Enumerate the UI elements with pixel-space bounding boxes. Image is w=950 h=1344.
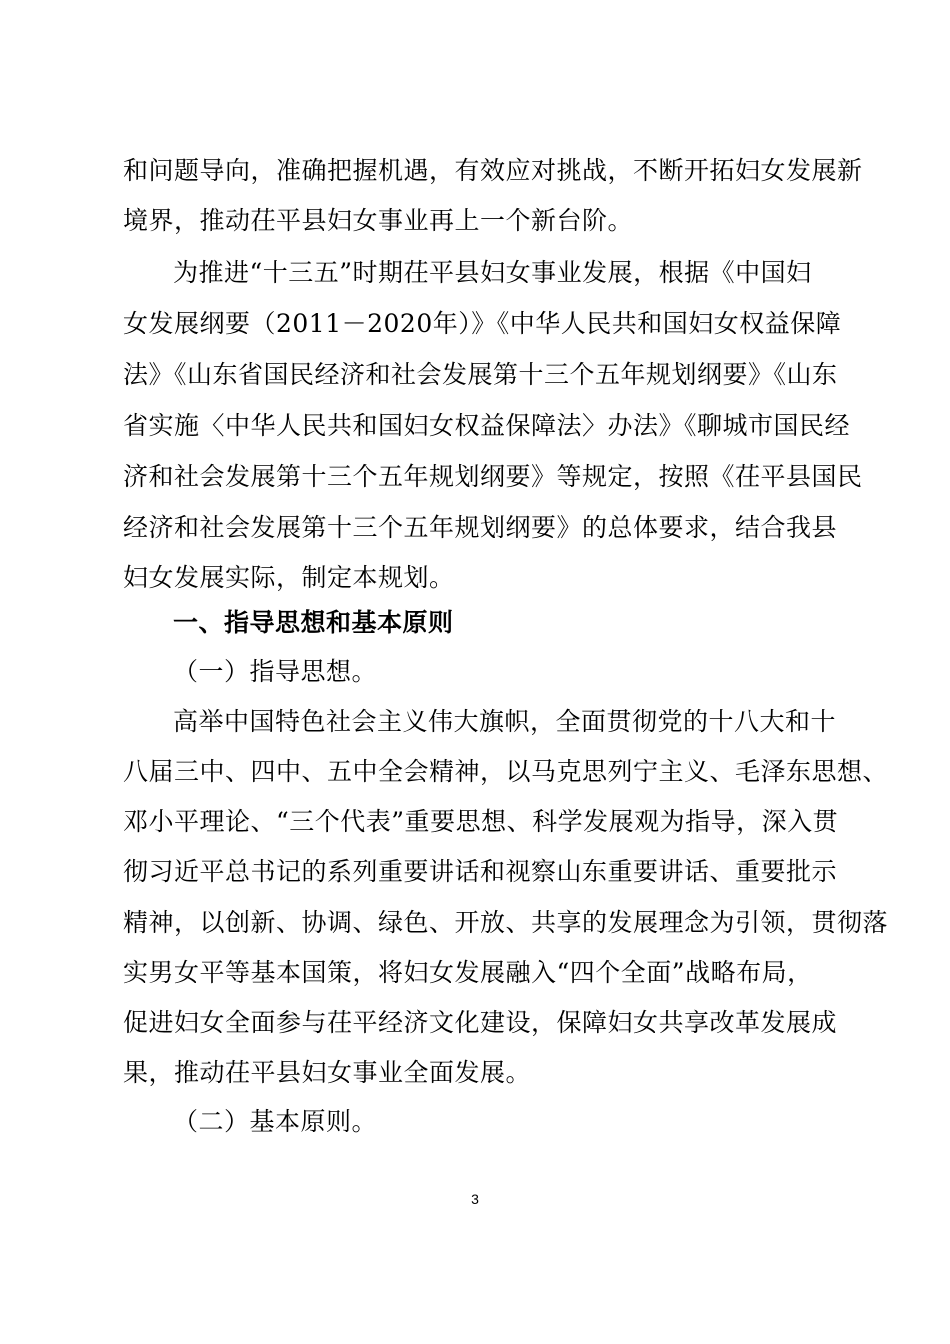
subsection-heading: （一）指导思想。 xyxy=(173,657,378,686)
text-line: 境界，推动茌平县妇女事业再上一个新台阶。 xyxy=(123,206,634,235)
section-heading: 一、指导思想和基本原则 xyxy=(173,608,454,637)
text-line: 妇女发展实际，制定本规划。 xyxy=(123,563,455,592)
text-line: 省实施〈中华人民共和国妇女权益保障法〉办法》《聊城市国民经 xyxy=(123,411,851,440)
text-line: 邓小平理论、“三个代表”重要思想、科学发展观为指导，深入贯 xyxy=(123,807,839,836)
text-line: 促进妇女全面参与茌平经济文化建设，保障妇女共享改革发展成 xyxy=(123,1008,838,1037)
text-line: 彻习近平总书记的系列重要讲话和视察山东重要讲话、重要批示 xyxy=(123,857,838,886)
subsection-heading: （二）基本原则。 xyxy=(173,1107,378,1136)
page-number: 3 xyxy=(471,1191,479,1207)
text-line: 精神，以创新、协调、绿色、开放、共享的发展理念为引领，贯彻落 xyxy=(123,908,889,937)
text-line: 经济和社会发展第十三个五年规划纲要》的总体要求，结合我县 xyxy=(123,513,838,542)
text-line: 果，推动茌平县妇女事业全面发展。 xyxy=(123,1058,532,1087)
text-line: 高举中国特色社会主义伟大旗帜，全面贯彻党的十八大和十 xyxy=(173,707,837,736)
text-line: 济和社会发展第十三个五年规划纲要》等规定，按照《茌平县国民 xyxy=(123,462,863,491)
text-line: 为推进“十三五”时期茌平县妇女事业发展，根据《中国妇 xyxy=(173,258,812,287)
text-line: 和问题导向，准确把握机遇，有效应对挑战，不断开拓妇女发展新 xyxy=(123,156,863,185)
text-line: 法》《山东省国民经济和社会发展第十三个五年规划纲要》《山东 xyxy=(123,360,838,389)
text-line: 八届三中、四中、五中全会精神，以马克思列宁主义、毛泽东思想、 xyxy=(123,757,889,786)
text-line: 实男女平等基本国策，将妇女发展融入“四个全面”战略布局， xyxy=(123,958,813,987)
text-line: 女发展纲要（2011－2020年）》《中华人民共和国妇女权益保障 xyxy=(123,309,842,338)
